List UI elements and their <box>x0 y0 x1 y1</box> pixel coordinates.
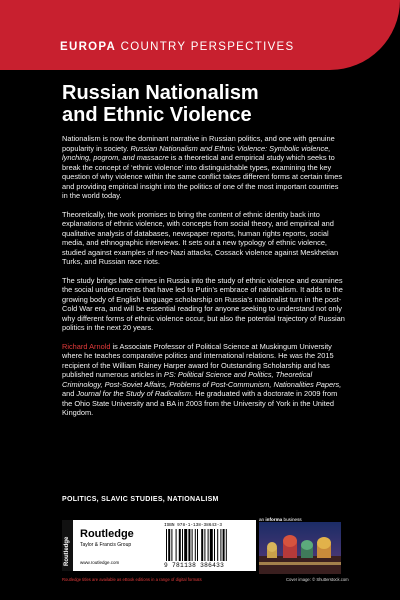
cover-image-credit: Cover image: © Shutterstock.com <box>286 577 349 582</box>
series-label-rest: COUNTRY PERSPECTIVES <box>116 41 295 53</box>
book-title-line1: Russian Nationalism <box>62 82 259 104</box>
bio-text-c: . He graduated with a doctorate in 2009 from the Ohio State University and a BA in 2003 from the University of York in the United Kingdom. <box>62 389 338 417</box>
isbn-label: ISBN 978-1-138-38643-3 <box>164 523 222 528</box>
bio-text-b: and <box>62 389 77 398</box>
author-bio <box>62 342 346 418</box>
bio-journal-last: Journal for the Study of Radicalism <box>76 389 191 398</box>
book-title <box>62 82 362 126</box>
cover-image-thumbnail <box>259 522 341 574</box>
blurb-paragraph-2: Theoretically, the work promises to bring the content of ethnic identity back into explanations of ethnic violence, with concepts from social theory, and empirical and qualitative analysis of databases, newspaper reports, human rights reports, social media, and ethnographic interviews. It sets out a new typology of ethnic violence, studied against examples of neo-Nazi attacks, Cossack violence against Meskhetian Turks, and Russian race riots. <box>62 209 339 266</box>
isbn-barcode <box>160 520 256 571</box>
blurb-paragraph-1 <box>62 134 346 201</box>
publisher-group: Taylor & Francis Group <box>80 542 132 548</box>
series-banner <box>0 0 400 70</box>
publisher-url: www.routledge.com <box>80 560 120 565</box>
book-title-line2: and Ethnic Violence <box>62 104 252 126</box>
publisher-side-text: Routledge <box>64 536 70 566</box>
informa-brand: informa <box>265 517 283 522</box>
series-label-bold: EUROPA <box>60 41 117 53</box>
blurb-paragraph-3: The study brings hate crimes in Russia into the study of ethnic violence and examines the social undercurrents that have led to Putin’s embrace of nationalism. It adds to the growing body of English language scholarship on Russia’s nationalist turn in the post-Cold War era, and will be essential reading for anyone seeking to understand not only why different forms of ethnic violence occur, but also the potential trajectory of Russian politics in the next 20 years. <box>62 275 345 332</box>
blurb <box>62 134 346 427</box>
p1-text-c: is a theoretical and empirical study which seeks to break the concept of ‘ethnic violence’ into distinguishable types, examining the key question of why violence within the same conflict takes different forms at certain times and providing empirical insight into the politics of one of the most important countries in the world today. <box>62 153 343 200</box>
isbn-digits: 9 781138 386433 <box>164 562 225 569</box>
publisher-name: Routledge <box>80 528 134 540</box>
bio-journals: PS: Political Science and Politics, Theoretical Criminology, Post-Soviet Affairs, Problems of Post-Communism, Nationalities Papers, <box>62 370 342 389</box>
p1-text-a: Nationalism is now the dominant narrative in Russian politics, and one with genuine popularity in society. <box>62 134 335 153</box>
bio-text-a: is Associate Professor of Political Science at Muskingum University where he teaches comparative politics and international relations. He was the 2015 recipient of the William Rainey Harper award for Outstanding Scholarship and has published numerous articles in <box>62 341 334 379</box>
author-name: Richard Arnold <box>62 341 111 351</box>
p1-book-title-italic: Russian Nationalism and Ethnic Violence: Symbolic violence, lynching, pogrom, and massacre <box>62 143 331 162</box>
informa-pre: an <box>259 517 266 522</box>
publisher-side-mark <box>62 520 73 571</box>
ebook-note: Routledge titles are available as eBook editions in a range of digital formats <box>62 577 202 582</box>
barcode-bars-icon <box>166 529 250 561</box>
publisher-logo <box>62 520 160 571</box>
subject-categories: POLITICS, SLAVIC STUDIES, NATIONALISM <box>62 496 219 503</box>
series-label <box>60 41 294 53</box>
informa-post: business <box>282 517 302 522</box>
